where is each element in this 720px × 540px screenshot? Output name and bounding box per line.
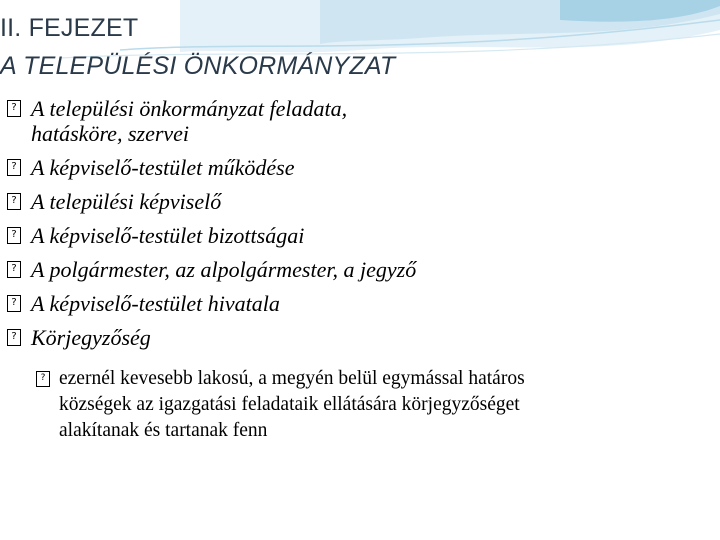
title-line-1: II. FEJEZET bbox=[0, 14, 139, 42]
sub-list-item-text: ezernél kevesebb lakosú, a megyén belül egymással határos községek az igazgatási feladataik ellátására körjegyzőséget alakítanak és tartanak fenn bbox=[59, 368, 525, 441]
bullet-icon: ? bbox=[7, 329, 21, 346]
title-line-2: A TELEPÜLÉSI ÖNKORMÁNYZAT bbox=[0, 52, 396, 80]
list-item bbox=[7, 155, 707, 180]
bullet-icon: ? bbox=[7, 227, 21, 244]
bullet-icon: ? bbox=[7, 295, 21, 312]
list-item-text: A képviselő-testület működése bbox=[31, 155, 295, 180]
list-item bbox=[7, 96, 707, 146]
list-item bbox=[7, 325, 707, 350]
list-item-text: A képviselő-testület hivatala bbox=[31, 291, 280, 316]
list-item bbox=[7, 189, 707, 214]
list-item-text: A települési önkormányzat feladata, bbox=[31, 96, 348, 121]
list-item-text-continuation: hatásköre, szervei bbox=[31, 121, 190, 146]
list-item bbox=[7, 291, 707, 316]
list-item bbox=[7, 223, 707, 248]
list-item bbox=[7, 257, 707, 282]
bullet-icon: ? bbox=[7, 159, 21, 176]
list-item-text: A települési képviselő bbox=[31, 189, 222, 214]
sub-list-item bbox=[36, 366, 599, 444]
bullet-icon: ? bbox=[7, 261, 21, 278]
bullet-icon: ? bbox=[7, 100, 21, 117]
bullet-icon: ? bbox=[7, 193, 21, 210]
list-item-text: A polgármester, az alpolgármester, a jegyző bbox=[31, 257, 417, 282]
sub-bullet-icon: ? bbox=[36, 371, 50, 387]
list-item-text: Körjegyzőség bbox=[31, 325, 151, 350]
list-item-text: A képviselő-testület bizottságai bbox=[31, 223, 305, 248]
bullet-list bbox=[7, 96, 707, 359]
